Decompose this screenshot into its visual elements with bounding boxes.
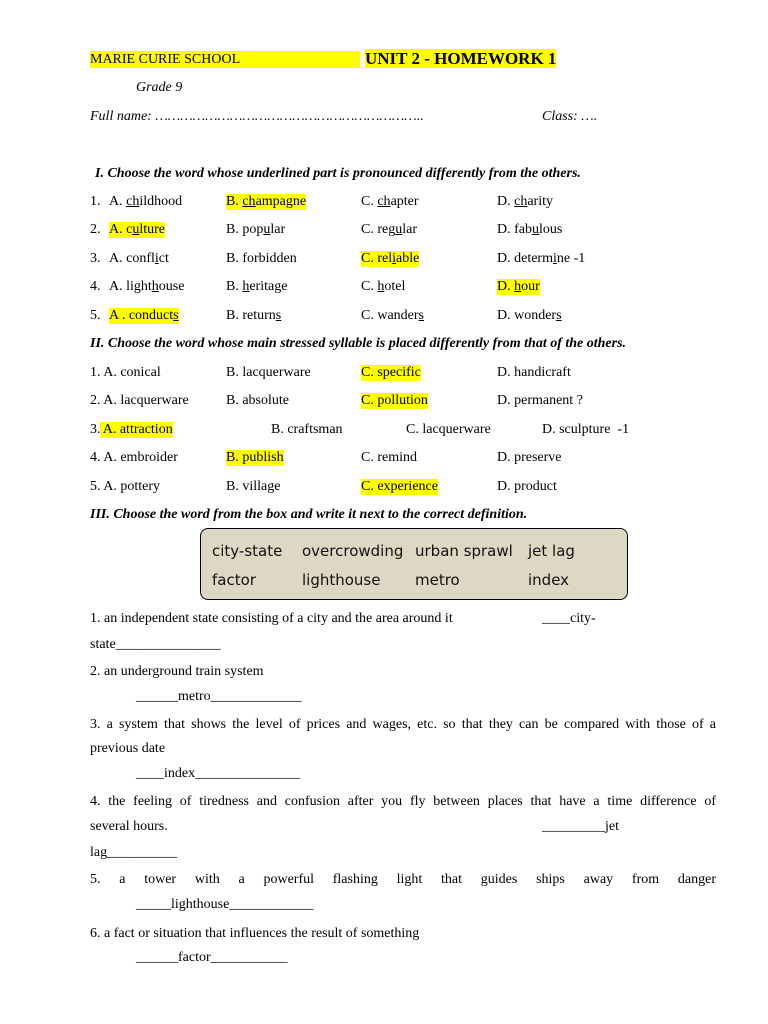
option-d: D. sculpture -1 — [542, 422, 630, 437]
option-a: A. childhood — [109, 194, 183, 209]
q-number: 1. — [90, 194, 101, 209]
q-number: 5. — [90, 308, 101, 323]
word-box-item: jet lag — [528, 542, 575, 560]
answer-4-part1: _________jet — [542, 819, 619, 834]
word-box-item: lighthouse — [302, 571, 381, 589]
q-number: 3. — [90, 422, 101, 437]
option-a-answer: A. attraction — [100, 422, 173, 437]
option-a: A. lighthouse — [109, 279, 185, 294]
section3-title: III. Choose the word from the box and write it next to the correct definition. — [90, 507, 528, 522]
definition-6: 6. a fact or situation that influences the result of something — [90, 926, 420, 941]
answer-6: ______factor___________ — [136, 950, 288, 965]
word-box-item: overcrowding — [302, 542, 404, 560]
s2-question-1 — [90, 365, 730, 385]
option-a: 4. A. embroider — [90, 450, 178, 465]
s1-question-2 — [90, 222, 730, 242]
option-c-answer: C. specific — [361, 365, 421, 380]
section2-title: II. Choose the word whose main stressed syllable is placed differently from that of the others. — [90, 336, 627, 351]
option-a: 1. A. conical — [90, 365, 161, 380]
grade-label: Grade 9 — [136, 80, 183, 95]
definition-4-line2: several hours. — [90, 819, 168, 834]
option-b: B. returns — [226, 308, 282, 323]
option-d: D. charity — [497, 194, 553, 209]
option-d: D. determine -1 — [497, 251, 586, 266]
school-name — [90, 51, 360, 68]
s2-question-4 — [90, 450, 730, 470]
q-number: 2. — [90, 222, 101, 237]
definition-5 — [90, 868, 716, 893]
option-c: C. hotel — [361, 279, 406, 294]
word-box-item: factor — [212, 571, 256, 589]
word-box-item: metro — [415, 571, 460, 589]
option-b-answer: B. publish — [226, 450, 284, 465]
option-a: A. conflict — [109, 251, 169, 266]
option-d: D. wonders — [497, 308, 562, 323]
definition-4-line1: 4. the feeling of tiredness and confusion after you fly between places that have a time difference of — [90, 794, 716, 809]
answer-4-part2: lag__________ — [90, 845, 178, 860]
page-title — [365, 49, 556, 69]
option-c: C. chapter — [361, 194, 419, 209]
option-c-answer: C. pollution — [361, 393, 428, 408]
answer-1-part2: state_______________ — [90, 637, 221, 652]
s1-question-1 — [90, 194, 730, 214]
option-d-answer: D. hour — [497, 279, 540, 294]
option-c-answer: C. experience — [361, 479, 438, 494]
s1-question-5 — [90, 308, 730, 328]
word-box — [200, 528, 628, 600]
s2-question-3 — [90, 422, 730, 442]
fullname-field: Full name: ……………………………………………………….. — [90, 109, 424, 124]
unit-label: UNIT 2 - — [365, 49, 435, 68]
definition-1: 1. an independent state consisting of a city and the area around it — [90, 611, 453, 626]
school-name-text: MARIE CURIE SCHOOL — [90, 52, 241, 67]
definition-3-line2: previous date — [90, 741, 166, 756]
option-a: 5. A. pottery — [90, 479, 160, 494]
word-box-item: index — [528, 571, 570, 589]
option-a-answer: A. culture — [109, 222, 165, 237]
definition-4 — [90, 790, 716, 815]
option-c: C. lacquerware — [406, 422, 491, 437]
option-d: D. fabulous — [497, 222, 563, 237]
word-box-item: city-state — [212, 542, 283, 560]
option-b: B. lacquerware — [226, 365, 311, 380]
homework-label: HOMEWORK 1 — [434, 49, 557, 68]
option-b: B. forbidden — [226, 251, 297, 266]
option-a-answer: A . conducts — [109, 308, 179, 323]
s1-question-3 — [90, 251, 730, 271]
definition-2: 2. an underground train system — [90, 664, 264, 679]
option-b: B. village — [226, 479, 281, 494]
answer-5: _____lighthouse____________ — [136, 897, 314, 912]
answer-1-part1: ____city- — [542, 611, 596, 626]
option-d: D. permanent ? — [497, 393, 583, 408]
q-number: 4. — [90, 279, 101, 294]
s2-question-2 — [90, 393, 730, 413]
definition-3-line1: 3. a system that shows the level of prices and wages, etc. so that they can be compared with those of a — [90, 717, 716, 732]
word-box-item: urban sprawl — [415, 542, 513, 560]
class-field: Class: …. — [542, 109, 598, 124]
option-d: D. product — [497, 479, 557, 494]
option-d: D. handicraft — [497, 365, 571, 380]
q-number: 3. — [90, 251, 101, 266]
s1-question-4 — [90, 279, 730, 299]
option-b: B. heritage — [226, 279, 288, 294]
option-b-answer: B. champagne — [226, 194, 307, 209]
s2-question-5 — [90, 479, 730, 499]
option-c: C. regular — [361, 222, 417, 237]
option-b: B. absolute — [226, 393, 289, 408]
definition-5-line1: 5. a tower with a powerful flashing light that guides ships away from danger — [90, 872, 716, 887]
option-a: 2. A. lacquerware — [90, 393, 189, 408]
option-c: C. remind — [361, 450, 417, 465]
option-d: D. preserve — [497, 450, 562, 465]
option-b: B. popular — [226, 222, 286, 237]
option-b: B. craftsman — [271, 422, 343, 437]
definition-3 — [90, 713, 716, 738]
answer-3: ____index_______________ — [136, 766, 301, 781]
section1-title: I. Choose the word whose underlined part is pronounced differently from the others. — [95, 166, 581, 181]
answer-2: ______metro_____________ — [136, 689, 302, 704]
option-c: C. wanders — [361, 308, 424, 323]
option-c-answer: C. reliable — [361, 251, 420, 266]
